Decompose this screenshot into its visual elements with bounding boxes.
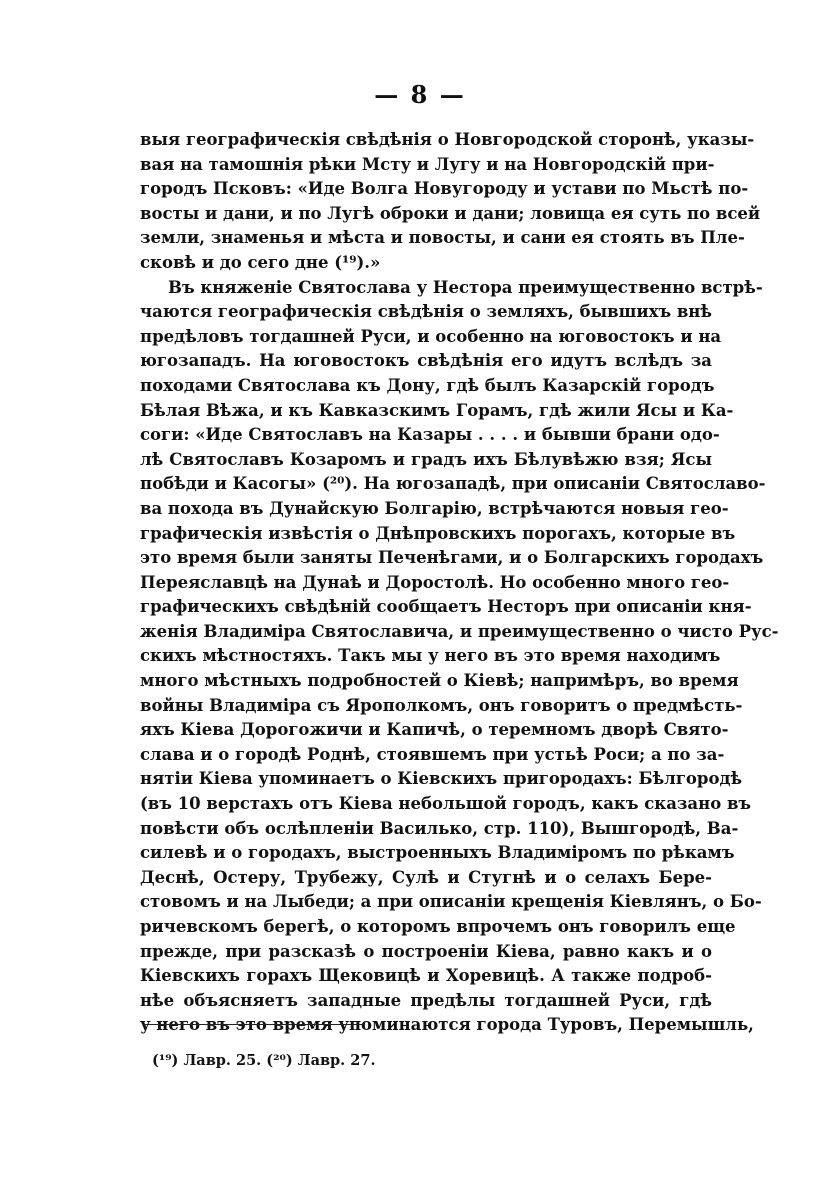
text-line: Деснѣ, Остеру, Трубежу, Сулѣ и Стугнѣ и о селахъ Бере-	[140, 867, 712, 887]
text-line: походами Святослава къ Дону, гдѣ былъ Казарскій городъ	[140, 375, 715, 395]
text-line: скихъ мѣстностяхъ. Такъ мы у него въ это время находимъ	[140, 646, 721, 666]
page-number: — 8 —	[374, 80, 466, 109]
text-line: женія Владиміра Святославича, и преимущественно о чисто Рус-	[140, 621, 779, 641]
text-line: (въ 10 верстахъ отъ Кіева небольшой городъ, какъ сказано въ	[140, 794, 752, 814]
text-line: это время были заняты Печенѣгами, и о Болгарскихъ городахъ	[140, 548, 764, 568]
text-line: стовомъ и на Лыбеди; а при описаніи крещенія Кіевлянъ, о Бо-	[140, 892, 762, 912]
text-line: прежде, при разсказѣ о построеніи Кіева, равно какъ и о	[140, 941, 712, 961]
body-text	[140, 128, 779, 1038]
text-line: земли, знаменья и мѣста и повосты, и сани ея стоять въ Пле-	[140, 228, 745, 248]
text-line: сковѣ и до сего дне (¹⁹).»	[140, 252, 381, 272]
text-line: югозападъ. На юговостокъ свѣдѣнія его идутъ вслѣдъ за	[140, 351, 712, 371]
text-line: лѣ Святославъ Козаромъ и градъ ихъ Бѣлувѣжю взя; Ясы	[140, 449, 712, 469]
text-line: предѣловъ тогдашней Руси, и особенно на юговостокъ и на	[140, 326, 722, 346]
text-line: Бѣлая Вѣжа, и къ Кавказскимъ Горамъ, гдѣ жили Ясы и Ка-	[140, 400, 734, 420]
text-line: слава и о городѣ Роднѣ, стоявшемъ при устьѣ Роси; а по за-	[140, 744, 725, 764]
text-line: повѣсти объ ослѣпленіи Василько, стр. 110), Вышгородѣ, Ва-	[140, 818, 739, 838]
text-line: чаются географическія свѣдѣнія о земляхъ, бывшихъ внѣ	[140, 302, 712, 322]
text-line: нятіи Кіева упоминаетъ о Кіевскихъ пригородахъ: Бѣлгородѣ	[140, 769, 743, 789]
text-line: ва похода въ Дунайскую Болгарію, встрѣчаются новыя гео-	[140, 498, 729, 518]
text-line: побѣди и Касогы» (²⁰). На югозападѣ, при описаніи Святославо-	[140, 474, 766, 494]
text-line: Переяславцѣ на Дунаѣ и Доростолѣ. Но особенно много гео-	[140, 572, 730, 592]
text-line: графическія извѣстія о Днѣпровскихъ порогахъ, которые въ	[140, 523, 736, 543]
footnote: (¹⁹) Лавр. 25. (²⁰) Лавр. 27.	[152, 1052, 376, 1069]
text-line: войны Владиміра съ Ярополкомъ, онъ говоритъ о предмѣсть-	[140, 695, 743, 715]
text-line: графическихъ свѣдѣній сообщаетъ Несторъ при описаніи кня-	[140, 597, 752, 617]
text-line: у него въ это время упоминаются города Туровъ, Перемышль,	[140, 1015, 754, 1035]
text-line: силевѣ и о городахъ, выстроенныхъ Владиміромъ по рѣкамъ	[140, 843, 735, 863]
footnote-divider	[143, 1024, 363, 1025]
text-line: восты и дани, и по Лугѣ оброки и дани; ловища ея суть по всей	[140, 203, 761, 223]
text-line: Въ княженіе Святослава у Нестора преимущественно встрѣ-	[168, 277, 763, 297]
text-line: соги: «Иде Святославъ на Казары . . . . и бывши брани одо-	[140, 425, 720, 445]
text-line: яхъ Кіева Дорогожичи и Капичѣ, о теремномъ дворѣ Свято-	[140, 720, 729, 740]
text-line: нѣе объясняетъ западные предѣлы тогдашней Руси, гдѣ	[140, 990, 712, 1010]
text-line: много мѣстныхъ подробностей о Кіевѣ; напримѣръ, во время	[140, 671, 739, 691]
text-line: городъ Псковъ: «Иде Волга Новугороду и устави по Мьстѣ по-	[140, 179, 749, 199]
text-line: выя географическія свѣдѣнія о Новгородской сторонѣ, указы-	[140, 130, 755, 149]
text-line: Кіевскихъ горахъ Щековицѣ и Хоревицѣ. А также подроб-	[140, 966, 712, 986]
text-line: вая на тамошнія рѣки Мсту и Лугу и на Новгородскій при-	[140, 154, 715, 174]
text-line: ричевскомъ берегѣ, о которомъ впрочемъ онъ говорилъ еще	[140, 917, 736, 936]
